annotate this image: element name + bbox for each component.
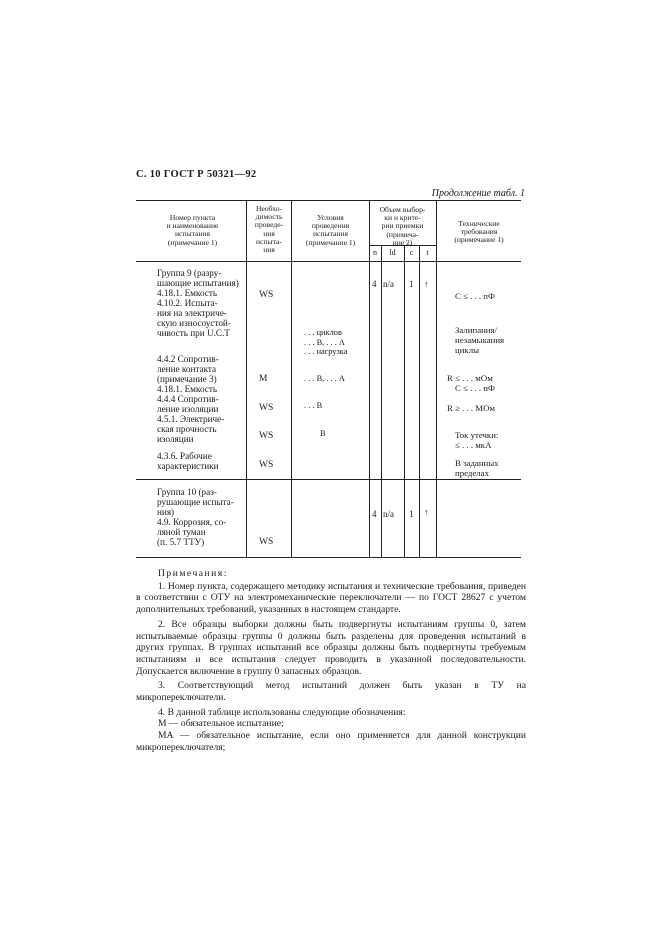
table-header-rule <box>136 261 521 262</box>
subheader-ld: ld <box>389 248 396 257</box>
group9-title: Группа 9 (разру- шающие испытания) <box>157 268 239 288</box>
item-4-4-4-insulation-resistance: 4.4.4 Сопротив- ление изоляции <box>157 394 219 414</box>
subheader-c: c <box>409 248 414 257</box>
conditions-dielectric: В <box>320 429 326 438</box>
column-divider <box>291 200 292 557</box>
requirement-contact-resistance: R ≤ . . . мОм <box>447 373 493 383</box>
item-4-5-1-dielectric-strength: 4.5.1. Электриче- ская прочность изоляции <box>157 414 225 444</box>
requirement-sticking: Залипания/ незамыкания циклы <box>455 325 505 355</box>
requirement-insulation-resistance: R ≥ . . . МОм <box>447 403 496 413</box>
item-4-18-1-capacitance-2: 4.18.1. Емкость <box>157 384 218 394</box>
col-header-item: Номер пункта и наименование испытания (примечание 1) <box>166 213 219 247</box>
item-4-3-6-operating-characteristics: 4.3.6. Рабочие характеристики <box>157 451 219 471</box>
requirement-capacitance-2: C ≤ . . . пФ <box>455 383 495 393</box>
table-top-rule <box>136 200 521 201</box>
conditions-contact: . . . В, . . . А <box>304 374 345 383</box>
conditions-cycles: . . . циклов . . . В, . . . А . . . нагрузка <box>304 328 348 357</box>
group10-sample-n: 4 <box>372 509 377 519</box>
group10-sample-ld: n/a <box>383 509 394 519</box>
group9-sample-n: 4 <box>372 279 377 289</box>
col-header-sample: Объем выбор- ки и крите- рии приемки (примеча- ние 2) <box>379 205 426 247</box>
note-4-ma: MA — обязательное испытание, если оно применяется для данной конструкции микропереключателя; <box>136 730 526 753</box>
group9-sample-t: ↑ <box>424 279 429 289</box>
column-divider <box>381 245 382 557</box>
group10-sample-c: 1 <box>409 509 414 519</box>
conditions-insulation: . . . В <box>304 401 323 410</box>
notes-title: Примечания: <box>158 568 228 579</box>
group9-sample-ld: n/a <box>383 279 394 289</box>
item-4-9-salt-fog: 4.9. Коррозия, со- ляной туман (п. 5.7 ТТУ) <box>157 517 227 547</box>
note-4: 4. В данной таблице использованы следующие обозначения: <box>158 706 406 718</box>
subheader-t: t <box>426 248 429 257</box>
note-4-m: M — обязательное испытание; <box>158 718 284 730</box>
item-4-4-2-contact-resistance: 4.4.2 Сопротив- ление контакта (примечание 3) <box>157 354 219 384</box>
col-header-requirements: Технические требования (примечание 1) <box>454 219 504 245</box>
group10-sample-t: ↑ <box>424 507 429 517</box>
note-3: 3. Соответствующий метод испытаний должен быть указан в ТУ на микропереключатели. <box>136 680 526 704</box>
necessity-m: M <box>259 374 268 384</box>
group-separator-rule <box>136 479 521 480</box>
item-4-10-2-wear: 4.10.2. Испыта- ния на электриче- скую износоустой- чивость при U.C.T <box>157 298 231 338</box>
col-header-conditions: Условия проведения испытания (примечание 1) <box>305 213 356 247</box>
necessity-ws: WS <box>259 537 274 547</box>
note-2: 2. Все образцы выборки должны быть подвергнуты испытаниям группы 0, затем испытываемые образцы группы 0 должны быть разделены для проведения испытаний в других группах. В группах испытаний все образцы должны быть подвергнуты требуемым испытаниям и все испытания следует проводить в указанной последовательности. Допускается включение в группу 0 запасных образцов. <box>136 618 526 677</box>
necessity-ws: WS <box>259 460 274 470</box>
col-header-necessity: Необхо- димость проведе- ния испыта- ния <box>254 204 284 255</box>
table-continuation-label: Продолжение табл. 1 <box>431 188 525 199</box>
note-1: 1. Номер пункта, содержащего методику испытания и технические требования, приведен в соответствии с ОТУ на электромеханические переключатели — по ГОСТ 28627 с учетом дополнительных требований, указанных в настоящем стандарте. <box>136 580 526 616</box>
table-bottom-rule <box>136 557 521 558</box>
requirement-within-limits: В заданных пределах <box>455 458 499 478</box>
group9-sample-c: 1 <box>409 279 414 289</box>
group10-title: Группа 10 (раз- рушающие испыта- ния) <box>157 487 234 517</box>
requirement-capacitance: C ≤ . . . пФ <box>455 291 495 301</box>
necessity-ws: WS <box>259 290 274 300</box>
page-header: С. 10 ГОСТ Р 50321—92 <box>136 169 257 180</box>
notes-section <box>136 568 526 754</box>
requirement-leakage-current: Ток утечки: ≤ . . . мкА <box>455 430 499 450</box>
column-divider <box>404 245 405 557</box>
necessity-ws: WS <box>259 431 274 441</box>
necessity-ws: WS <box>259 403 274 413</box>
item-4-18-1-capacitance: 4.18.1. Емкость <box>157 288 218 298</box>
subheader-n: n <box>373 248 377 257</box>
column-divider <box>436 200 437 557</box>
column-divider <box>419 245 420 557</box>
